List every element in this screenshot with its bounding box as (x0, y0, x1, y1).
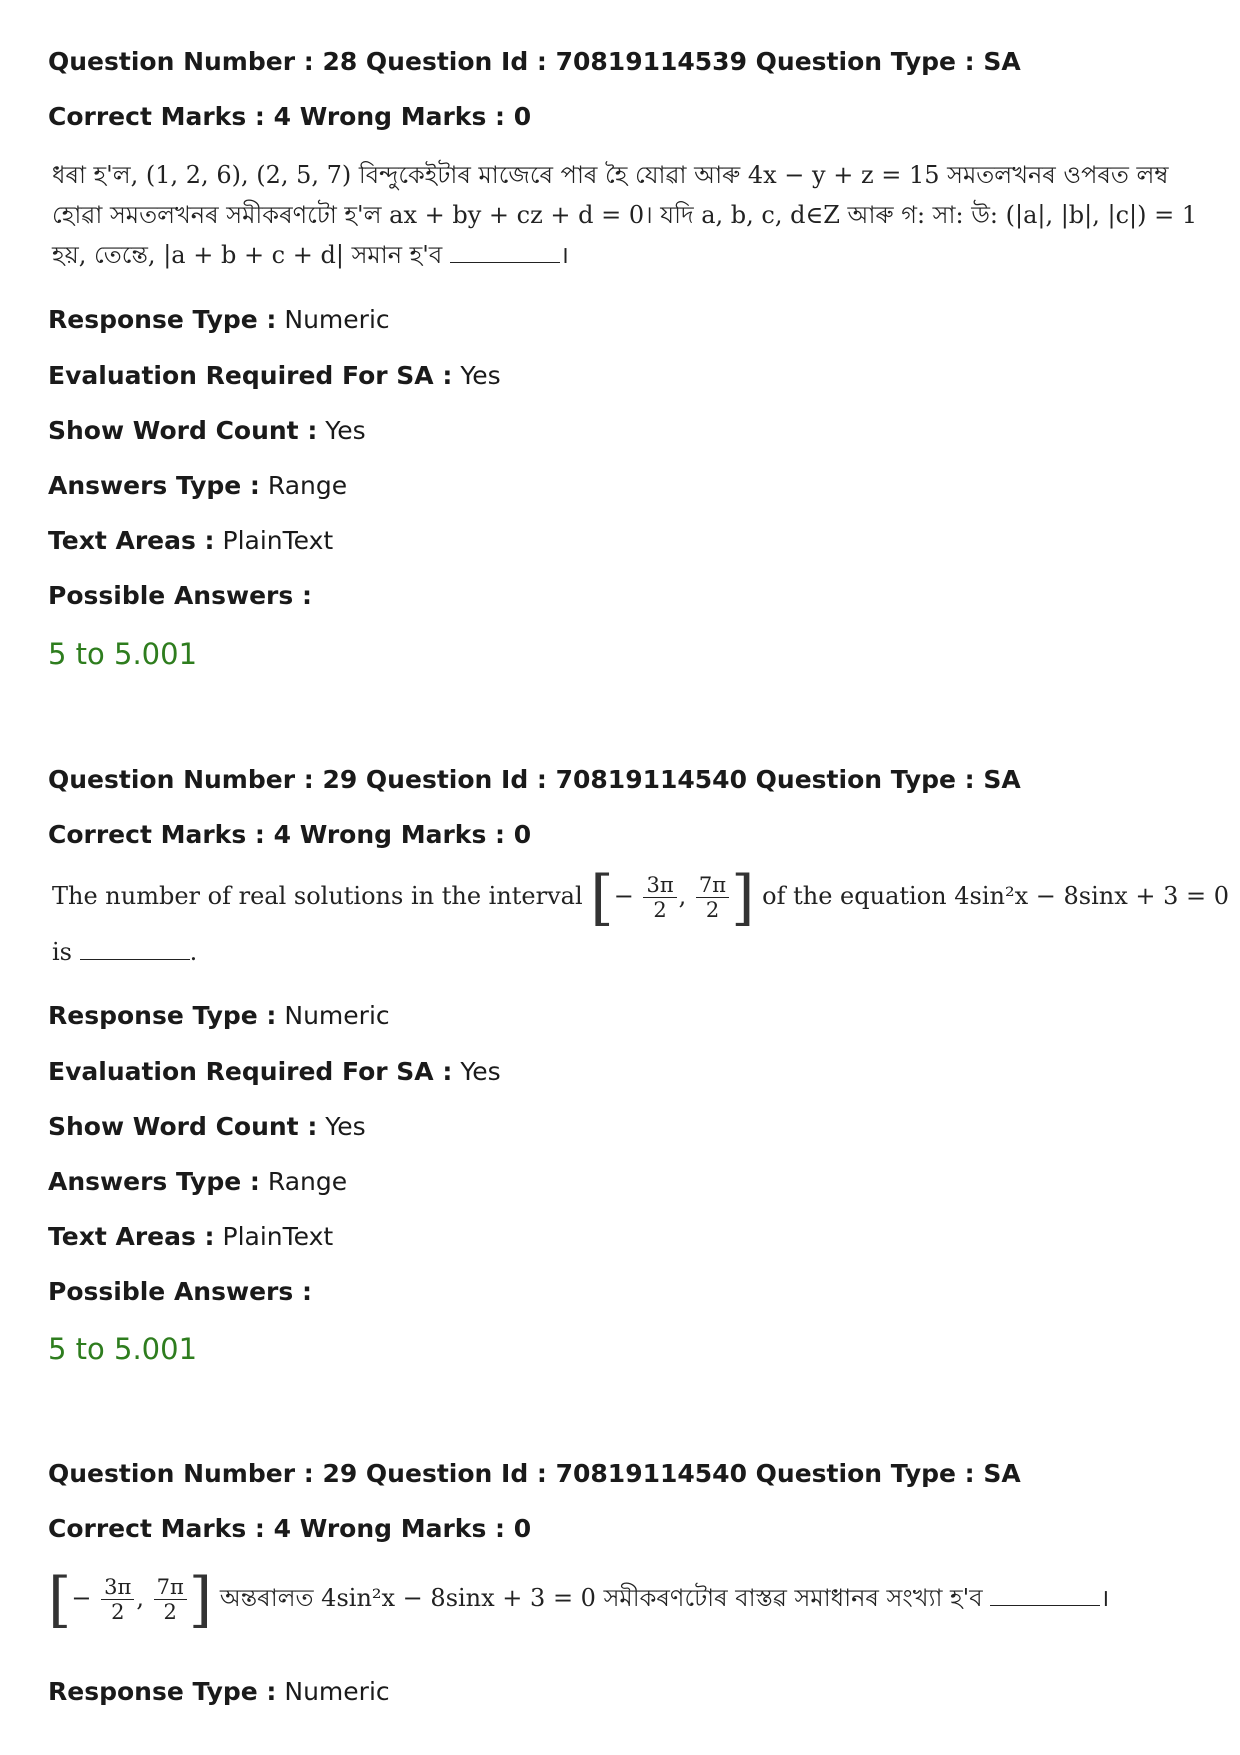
q29-text-areas (48, 1221, 333, 1253)
q29-answers-type (48, 1166, 347, 1198)
q28-answers-type (48, 470, 347, 502)
denominator: 2 (705, 898, 720, 922)
answer-blank (990, 1585, 1100, 1606)
q28-evaluation (48, 360, 501, 392)
q29-header: Question Number : 29 Question Id : 70819114540 Question Type : SA (48, 765, 1021, 794)
label: Text Areas : (48, 526, 215, 555)
q29-text-line-2 (52, 933, 197, 971)
label: Evaluation Required For SA : (48, 1057, 453, 1086)
q28-text-areas (48, 525, 333, 557)
q29-marks: Correct Marks : 4 Wrong Marks : 0 (48, 820, 532, 849)
q29-possible-answer: 5 to 5.001 (48, 1332, 198, 1366)
q28-text-line-1: ধৰা হ'ল, (1, 2, 6), (2, 5, 7) বিন্দুকেইটাৰ মাজেৰে পাৰ হৈ যোৱা আৰু 4x − y + z = 15 সমতলখনৰ ওপৰত লম্ব (52, 161, 1169, 189)
label: Text Areas : (48, 1222, 215, 1251)
q29-possible-answers-label: Possible Answers : (48, 1277, 312, 1306)
q28-text-line-2: হোৱা সমতলখনৰ সমীকৰণটো হ'ল ax + by + cz + d = 0। যদি a, b, c, d∈Z আৰু গ: সা: উ: (|a|, |b|, |c|) = 1 (52, 201, 1198, 229)
answer-blank (80, 939, 190, 960)
q29-text-pre: The number of real solutions in the interval (52, 882, 583, 910)
minus-sign: − (71, 1584, 92, 1612)
value: PlainText (222, 526, 334, 555)
value: Numeric (284, 1001, 390, 1030)
q28-marks: Correct Marks : 4 Wrong Marks : 0 (48, 102, 532, 131)
label: Answers Type : (48, 471, 260, 500)
answer-blank (450, 242, 560, 263)
value: Range (267, 471, 348, 500)
denominator: 2 (653, 898, 667, 922)
q28-possible-answer: 5 to 5.001 (48, 637, 198, 671)
label: Answers Type : (48, 1167, 260, 1196)
q29-response-type (48, 1000, 390, 1032)
q28-text-line-3 (52, 236, 569, 274)
numerator: 3π (101, 1575, 134, 1600)
right-bracket: ] (188, 1564, 213, 1635)
label: Evaluation Required For SA : (48, 361, 453, 390)
minus-sign: − (613, 882, 634, 910)
value: Yes (460, 1057, 501, 1086)
left-bracket: [ (48, 1564, 72, 1635)
right-bracket: ] (731, 862, 755, 933)
q28-response-type (48, 304, 390, 336)
value: Numeric (284, 1677, 390, 1706)
left-bracket: [ (590, 862, 614, 933)
numerator: 7π (154, 1575, 187, 1600)
label: Response Type : (48, 1677, 277, 1706)
value: Yes (460, 361, 501, 390)
fraction-3pi-2 (643, 873, 676, 922)
q29-text-post: of the equation 4sin²x − 8sinx + 3 = 0 (762, 882, 1230, 910)
label: Show Word Count : (48, 1112, 318, 1141)
q29-word-count (48, 1111, 366, 1143)
q29b-text-line-1 (48, 1564, 1110, 1635)
numerator: 7π (696, 873, 729, 898)
fraction-7pi-2 (696, 873, 729, 922)
q28-header: Question Number : 28 Question Id : 70819114539 Question Type : SA (48, 47, 1021, 76)
q29-text-line-1 (52, 862, 1230, 933)
q28-word-count (48, 415, 366, 447)
q29b-header: Question Number : 29 Question Id : 70819114540 Question Type : SA (48, 1459, 1021, 1488)
value: PlainText (222, 1222, 334, 1251)
danda: । (1100, 1584, 1110, 1612)
denominator: 2 (111, 1600, 125, 1624)
q29b-text-post: অন্তৰালত 4sin²x − 8sinx + 3 = 0 সমীকৰণটোৰ বাস্তৱ সমাধানৰ সংখ্যা হ'ব (219, 1584, 983, 1612)
label: Show Word Count : (48, 416, 318, 445)
label: Response Type : (48, 305, 277, 334)
q29b-marks: Correct Marks : 4 Wrong Marks : 0 (48, 1514, 532, 1543)
value: Yes (325, 416, 366, 445)
label: Response Type : (48, 1001, 277, 1030)
fraction-3pi-2 (101, 1575, 134, 1624)
q28-text-line-3-content: হয়, তেন্তে, |a + b + c + d| সমান হ'ব (52, 241, 443, 269)
comma: , (136, 1584, 144, 1612)
comma: , (678, 882, 687, 910)
q29-text-is: is (52, 938, 72, 966)
fraction-7pi-2 (154, 1575, 187, 1624)
period: . (189, 938, 198, 966)
q29-evaluation (48, 1056, 501, 1088)
danda: । (559, 241, 569, 269)
denominator: 2 (163, 1600, 177, 1624)
q28-possible-answers-label: Possible Answers : (48, 581, 312, 610)
value: Yes (325, 1112, 366, 1141)
q29b-response-type (48, 1676, 390, 1708)
value: Range (267, 1167, 348, 1196)
numerator: 3π (643, 873, 676, 898)
value: Numeric (284, 305, 390, 334)
